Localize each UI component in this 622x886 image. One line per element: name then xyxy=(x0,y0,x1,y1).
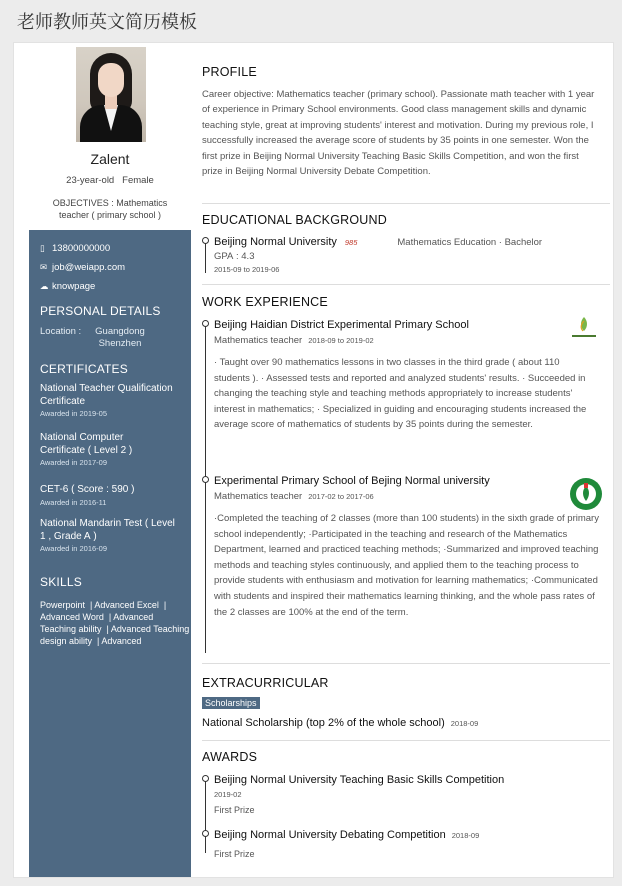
timeline-line xyxy=(205,778,206,853)
timeline-line xyxy=(205,323,206,653)
cert-item: CET-6 ( Score : 590 ) Awarded in 2016-11 xyxy=(40,484,135,507)
email-icon: ✉ xyxy=(40,262,48,272)
award-result: First Prize xyxy=(214,849,255,859)
school-logo-icon xyxy=(570,313,598,343)
sidebar xyxy=(29,47,191,878)
cert-item: National Mandarin Test ( Level 1 , Grade A ) Awarded in 2016-09 xyxy=(40,518,175,553)
phone: 13800000000 xyxy=(52,243,111,254)
education-heading: EDUCATIONAL BACKGROUND xyxy=(202,213,387,227)
candidate-name: Zalent xyxy=(90,151,130,167)
work-heading: WORK EXPERIENCE xyxy=(202,295,328,309)
timeline-dot xyxy=(202,476,209,483)
sidebar-panel xyxy=(29,230,191,878)
timeline-line xyxy=(205,241,206,273)
divider xyxy=(202,203,610,204)
divider xyxy=(202,284,610,285)
sidebar-header xyxy=(29,47,191,237)
education-dates: 2015-09 to 2019-06 xyxy=(214,265,280,274)
award-title: Beijing Normal University Teaching Basic Skills Competition xyxy=(214,774,505,786)
cert-item: National Teacher Qualification Certificate Awarded in 2019-05 xyxy=(40,383,173,418)
age: 23-year-old xyxy=(66,175,115,186)
school-name: Beijing Normal University xyxy=(214,236,337,248)
personal-details-heading: PERSONAL DETAILS xyxy=(40,304,161,318)
gender: Female xyxy=(122,175,154,186)
avatar xyxy=(76,47,146,142)
divider xyxy=(202,740,610,741)
email: job@weiapp.com xyxy=(52,262,126,273)
wechat-icon: ☁ xyxy=(40,281,49,291)
timeline-dot xyxy=(202,775,209,782)
major: Mathematics Education · Bachelor xyxy=(397,237,543,248)
timeline-dot xyxy=(202,830,209,837)
skills-heading: SKILLS xyxy=(40,575,82,589)
timeline-dot xyxy=(202,320,209,327)
certificates-heading: CERTIFICATES xyxy=(40,362,128,376)
profile-text: Career objective: Mathematics teacher (primary school). Passionate math teacher with 1 year of experience in Primary School environments. Good class management skills and dynamic teaching style, great at improving students' interest and motivation. During my previous role, I successfully increased the average score of students by 35 points in one semester. Won the first prize in Beijing Normal University Teaching Basic Skills Competition, and won the first prize in Beijing Normal University Debate Competition. xyxy=(202,89,595,178)
job-role: Mathematics teacher 2018-09 to 2019-02 xyxy=(214,335,374,346)
scholarships-tag: Scholarships xyxy=(202,697,260,709)
cert-item: National Computer Certificate ( Level 2 ) Awarded in 2017-09 xyxy=(40,432,133,467)
timeline-dot xyxy=(202,237,209,244)
skills-list: Powerpoint | Advanced Excel | Advanced Word | Advanced Teaching ability | Advanced Teaching design ability | Advanced xyxy=(40,600,190,646)
job-role: Mathematics teacher 2017-02 to 2017-06 xyxy=(214,491,374,502)
awards-heading: AWARDS xyxy=(202,750,258,764)
award-result: First Prize xyxy=(214,805,255,815)
divider xyxy=(202,663,610,664)
job-details: · Taught over 90 mathematics lessons in two classes in the third grade ( about 110 students ). · Assessed tests and reported and analyzed students' results. · Succeeded in changing the teaching style and teaching methods appropriately to increase students' interest in mathematics; · Specialized in guiding and encouraging students increased the average score of mathematics of students by 35 points during the semester. xyxy=(214,357,587,431)
objective: OBJECTIVES : Mathematics teacher ( primary school ) xyxy=(52,198,168,220)
extracurricular-heading: EXTRACURRICULAR xyxy=(202,676,329,690)
age-gender xyxy=(29,175,191,186)
page-title: 老师教师英文简历模板 xyxy=(17,12,197,33)
email-row xyxy=(40,262,125,273)
job-title: Beijing Haidian District Experimental Primary School xyxy=(214,319,469,331)
award-date: 2019-02 xyxy=(214,790,242,799)
job-title: Experimental Primary School of Bejing Normal university xyxy=(214,475,490,487)
award-title: Beijing Normal University Debating Competition 2018-09 xyxy=(214,829,480,841)
job-details: ·Completed the teaching of 2 classes (more than 100 students) in the sixth grade of primary school independently; ·Participated in the teaching and research of the Mathematics Department, learned and practiced teaching methods; ·Summarized and improved teaching methods and teaching styles continuously, and applied them to the teaching process to provide students with enthusiasm and motivation for learning mathematics; ·Communicated with students and inspired their mathematics learning thinking, and the whole pass rates of the 2 classes are 100% at the end of the term. xyxy=(214,513,599,618)
education-entry xyxy=(214,236,542,248)
wechat: knowpage xyxy=(52,281,96,292)
school-tag: 985 xyxy=(344,238,358,247)
gpa: GPA : 4.3 xyxy=(214,251,255,262)
phone-row xyxy=(40,243,110,254)
school-logo-icon xyxy=(569,477,603,511)
resume-document xyxy=(13,42,614,878)
phone-icon: ▯ xyxy=(40,243,45,253)
extracurricular-item: National Scholarship (top 2% of the whole school) 2018-09 xyxy=(202,717,479,729)
wechat-row xyxy=(40,281,95,292)
profile-heading: PROFILE xyxy=(202,65,257,79)
location: Location : Guangdong Shenzhen xyxy=(40,326,145,349)
